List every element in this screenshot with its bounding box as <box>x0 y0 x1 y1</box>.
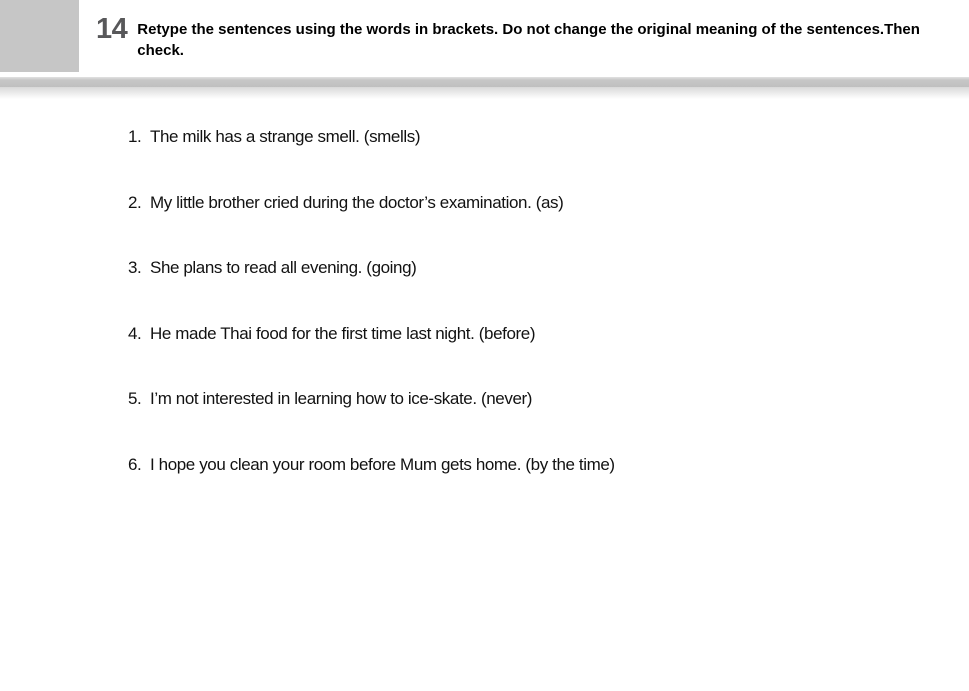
sentence-list <box>128 126 615 519</box>
sentence-item <box>128 126 615 147</box>
exercise-number: 14 <box>96 13 128 45</box>
sentence-text: The milk has a strange smell. (smells) <box>150 127 421 146</box>
exercise-header <box>96 15 927 61</box>
sentence-text: He made Thai food for the first time last night. (before) <box>150 323 536 343</box>
sentence-item <box>128 192 615 213</box>
sentence-text: I hope you clean your room before Mum gets home. (by the time) <box>150 454 615 474</box>
corner-placeholder-box <box>0 0 79 72</box>
sentence-number: 1. <box>128 127 142 146</box>
sentence-text: My little brother cried during the doctor’s examination. (as) <box>150 192 564 212</box>
sentence-text: I’m not interested in learning how to ice-skate. (never) <box>150 389 533 408</box>
instruction-text: Retype the sentences using the words in brackets. Do not change the original meaning of the sentences.Then check. <box>137 21 920 59</box>
sentence-item <box>128 257 615 278</box>
sentence-number: 4. <box>128 323 142 343</box>
sentence-text: She plans to read all evening. (going) <box>150 258 417 277</box>
header-divider <box>0 77 969 87</box>
sentence-number: 6. <box>128 454 142 474</box>
sentence-number: 5. <box>128 389 142 408</box>
sentence-item <box>128 323 615 344</box>
sentence-item <box>128 388 615 409</box>
header-divider-shadow <box>0 87 969 99</box>
sentence-number: 3. <box>128 258 142 277</box>
sentence-item <box>128 454 615 475</box>
sentence-number: 2. <box>128 192 142 212</box>
